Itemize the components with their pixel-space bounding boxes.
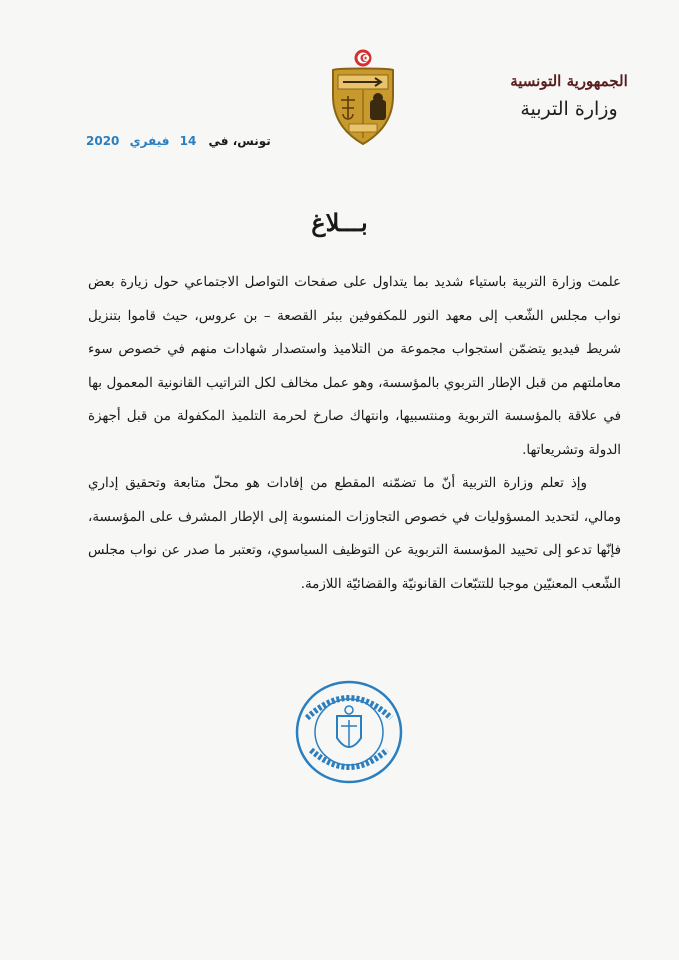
date-month: فيفري: [129, 134, 170, 148]
document-title: بـــلاغ: [311, 208, 368, 237]
date-year: 2020: [86, 134, 120, 148]
republic-name: الجمهورية التونسية: [510, 72, 628, 90]
paragraph-1: علمت وزارة التربية باستياء شديد بما يتداول على صفحات التواصل الاجتماعي حول زيارة بعض نواب مجلس الشّعب إلى معهد النور للمكفوفين ببئر القصعة – بن عروس، حيث قاموا بتنزيل شريط فيديو يتضمّن استجواب مجموعة من التلاميذ واستصدار شهادات منهم في خصوص سوء معاملتهم من قبل الإطار التربوي بالمؤسسة، وهو عمل مخالف لكل التراتيب القانونية المعمول بها في علاقة بالمؤسسة التربوية ومنتسبيها، وانتهاك صارخ لحرمة التلميذ المكفولة من قبل أجهزة الدولة وتشريعاتها.: [88, 275, 621, 458]
ministry-name: وزارة التربية: [520, 98, 618, 120]
date-day: 14: [179, 134, 197, 148]
paragraph-2: وإذ تعلم وزارة التربية أنّ ما تضمّنه المقطع من إفادات هو محلّ متابعة وتحقيق إداري ومالي، لتحديد المسؤوليات في خصوص التجاوزات المنسوبة إلى الإطار المشرف على المؤسسة، فإنّها تدعو إلى تحييد المؤسسة التربوية عن التوظيف السياسوي، وتعتبر ما صدر عن نواب مجلس الشّعب المعنيّين موجبا للتتبّعات القانونيّة والقضائيّة اللازمة.: [88, 476, 621, 592]
dateline: [80, 134, 271, 148]
tunisia-coat-of-arms-icon: [327, 48, 399, 148]
ministry-seal-icon: [293, 676, 405, 788]
document-body: [88, 266, 621, 601]
letterhead: [509, 72, 629, 120]
date-stamp: [80, 134, 196, 148]
date-place: تونس، في: [208, 134, 271, 148]
